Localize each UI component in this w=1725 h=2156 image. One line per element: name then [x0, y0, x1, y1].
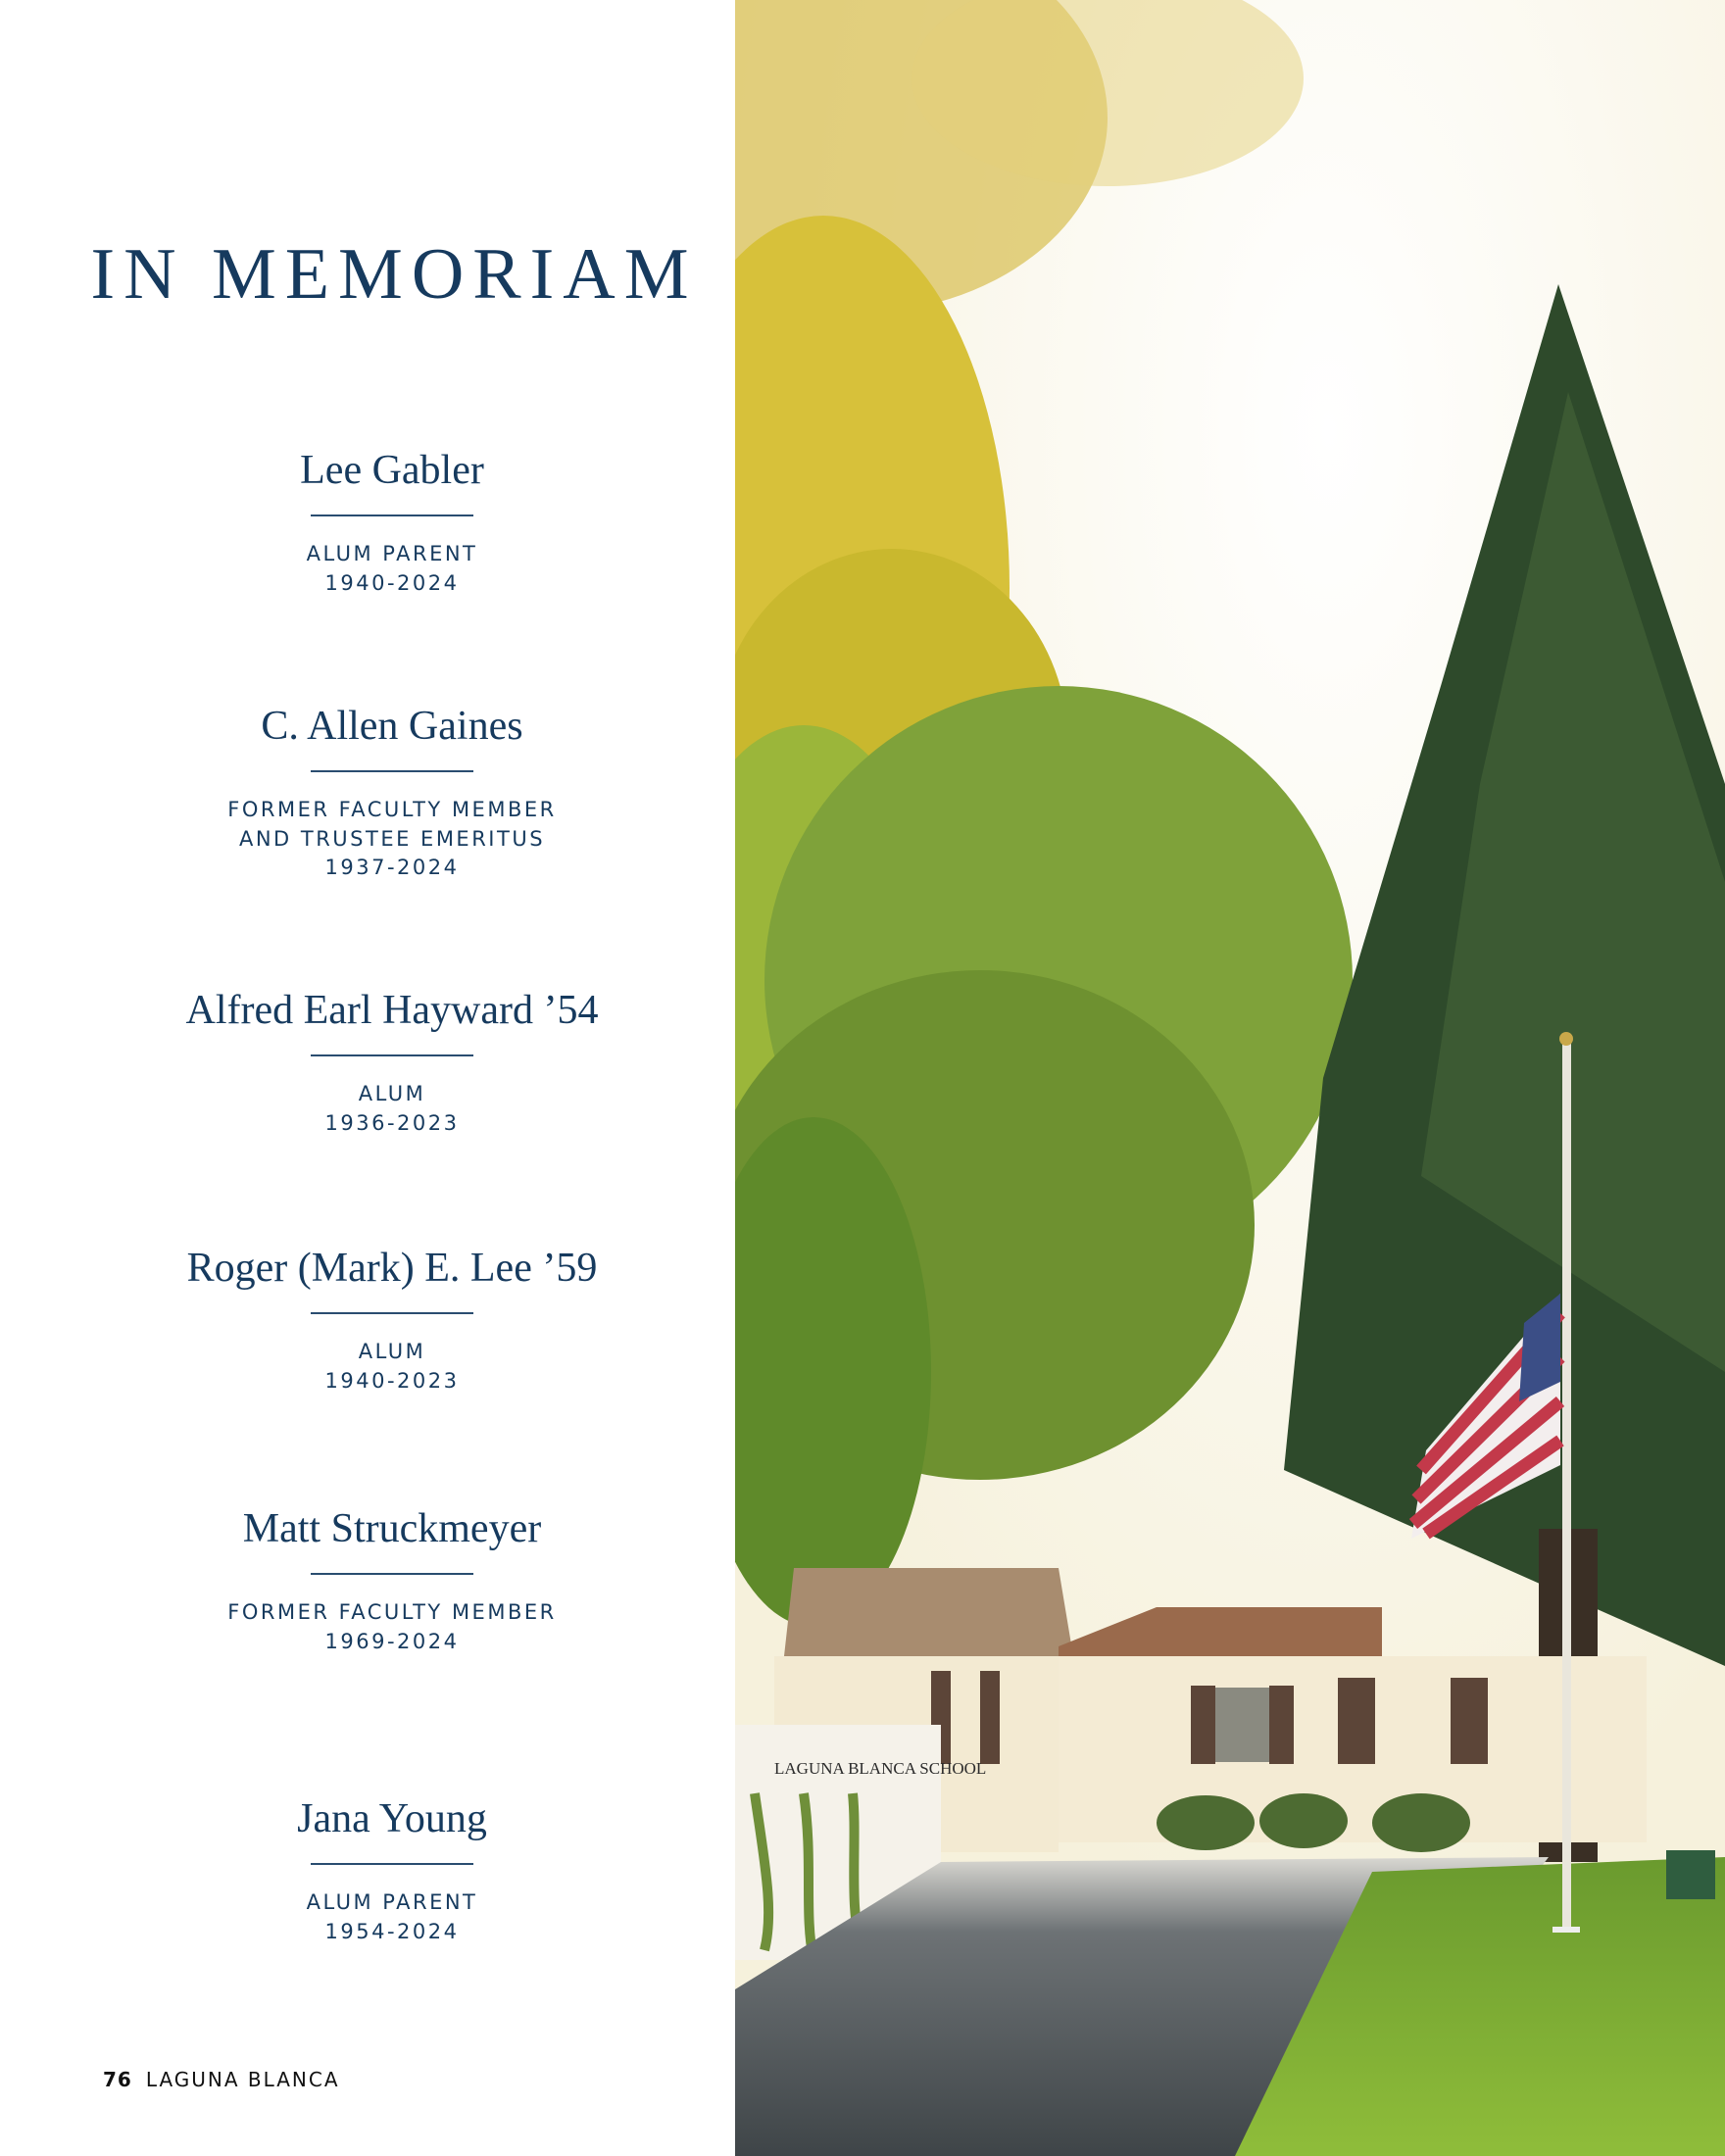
memorial-column [0, 0, 735, 2156]
trash-bin [1666, 1850, 1715, 1899]
entry-role: FORMER FACULTY MEMBER [227, 798, 557, 821]
entry-name: C. Allen Gaines [261, 704, 523, 749]
entry-years: 1954-2024 [324, 1919, 460, 1943]
memorial-entry [0, 1244, 784, 1396]
entry-years: 1940-2024 [324, 570, 460, 595]
entry-name: Jana Young [297, 1796, 487, 1841]
entry-years: 1937-2024 [324, 856, 460, 879]
divider [311, 770, 473, 772]
entry-role: ALUM [358, 1082, 426, 1105]
memorial-entry [0, 986, 784, 1138]
divider [311, 1863, 473, 1865]
entry-role: ALUM PARENT [306, 542, 478, 565]
entry-name: Alfred Earl Hayward ’54 [185, 988, 599, 1033]
entry-name: Matt Struckmeyer [242, 1506, 542, 1551]
publication-name: LAGUNA BLANCA [145, 2068, 340, 2091]
entry-role: ALUM [358, 1340, 426, 1363]
memorial-entry [0, 446, 784, 598]
page-title: IN MEMORIAM [90, 234, 698, 315]
campus-photo [735, 0, 1725, 2156]
memorial-entry [0, 1794, 784, 1946]
entry-years: 1969-2024 [324, 1629, 460, 1653]
page-number: 76 [103, 2068, 132, 2091]
divider [311, 1312, 473, 1314]
divider [311, 1573, 473, 1575]
memorial-entry [0, 702, 784, 883]
entry-name: Lee Gabler [300, 448, 484, 493]
entry-name: Roger (Mark) E. Lee ’59 [186, 1246, 598, 1291]
entry-role: AND TRUSTEE EMERITUS [238, 826, 546, 851]
wall-sign: LAGUNA BLANCA SCHOOL [774, 1759, 987, 1778]
entry-years: 1940-2023 [324, 1368, 460, 1393]
entry-years: 1936-2023 [324, 1110, 460, 1135]
divider [311, 514, 473, 516]
entry-role: FORMER FACULTY MEMBER [227, 1600, 557, 1624]
divider [311, 1054, 473, 1056]
page-footer [103, 2068, 340, 2091]
entry-role: ALUM PARENT [306, 1890, 478, 1914]
memorial-entry [0, 1504, 784, 1656]
